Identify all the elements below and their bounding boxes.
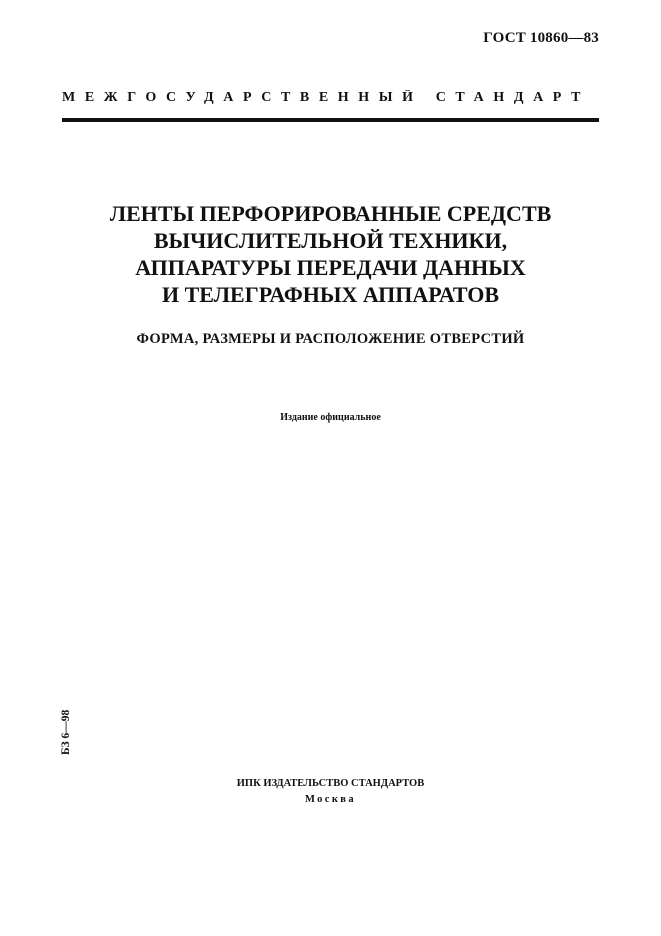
title-line: АППАРАТУРЫ ПЕРЕДАЧИ ДАННЫХ — [135, 255, 526, 280]
document-title — [40, 200, 621, 308]
document-number: ГОСТ 10860—83 — [483, 30, 599, 46]
edition-note: Издание официальное — [280, 412, 381, 423]
title-line: ВЫЧИСЛИТЕЛЬНОЙ ТЕХНИКИ, — [153, 228, 508, 253]
standard-type-heading: МЕЖГОСУДАРСТВЕННЫЙ СТАНДАРТ — [62, 90, 591, 105]
title-line: ЛЕНТЫ ПЕРФОРИРОВАННЫЕ СРЕДСТВ — [109, 201, 552, 226]
document-subtitle: ФОРМА, РАЗМЕРЫ И РАСПОЛОЖЕНИЕ ОТВЕРСТИЙ — [136, 331, 525, 347]
publisher-city: Москва — [304, 794, 357, 805]
title-line: И ТЕЛЕГРАФНЫХ АППАРАТОВ — [161, 282, 500, 307]
header-divider — [62, 118, 599, 122]
publisher-name: ИПК ИЗДАТЕЛЬСТВО СТАНДАРТОВ — [236, 778, 425, 789]
side-code-label: БЗ 6—98 — [60, 709, 72, 755]
